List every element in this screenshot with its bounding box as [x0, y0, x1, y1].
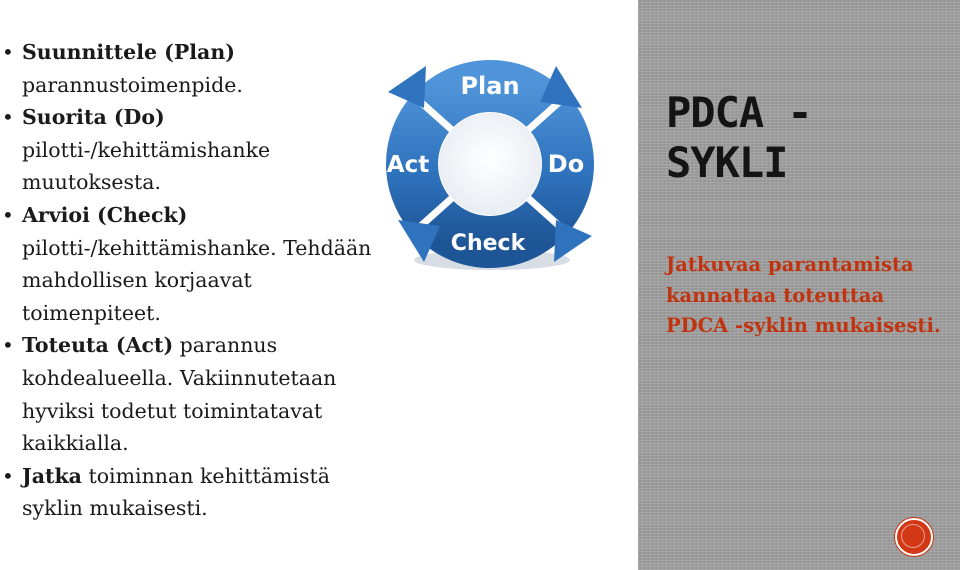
bullet-list [0, 36, 380, 525]
bullet-term: Suunnittele (Plan) [22, 40, 235, 64]
slide-title-line: PDCA - [666, 88, 812, 137]
cycle-center-cover [439, 113, 541, 215]
pdca-cycle-diagram [370, 48, 610, 280]
bullet-item [0, 199, 380, 329]
cycle-label-act: Act [386, 152, 430, 178]
bullet-term: Jatka [22, 463, 82, 488]
bullet-term: Toteuta (Act) [22, 333, 174, 358]
bullet-item [0, 36, 380, 101]
cycle-label-plan: Plan [460, 72, 520, 100]
bullet-item [0, 101, 380, 199]
slide-title [666, 88, 946, 188]
bullet-text: toiminnan kehittämistä syklin mukaisesti. [22, 463, 330, 521]
bullet-item [0, 460, 380, 525]
bullet-item [0, 329, 380, 459]
bullet-term: Arvioi (Check) [22, 202, 188, 227]
title-panel [638, 0, 960, 570]
cycle-label-check: Check [450, 231, 526, 256]
side-summary: Jatkuvaa parantamista kannattaa toteuttaa PDCA -syklin mukaisesti. [666, 253, 941, 337]
bullet-text: pilotti-/kehittämishanke muutoksesta. [22, 137, 271, 195]
bullet-text: parannustoimenpide. [22, 72, 243, 97]
slide-title-line: SYKLI [666, 138, 788, 187]
bullet-text: parannus kohdealueella. Vakiinnutetaan hyviksi todetut toimintatavat kaikkialla. [22, 333, 337, 456]
bullet-text: pilotti-/kehittämishanke. Tehdään mahdollisen korjaavat toimenpiteet. [22, 235, 372, 325]
slide-nav-button[interactable] [895, 518, 933, 556]
cycle-label-do: Do [547, 150, 585, 178]
bullet-term: Suorita (Do) [22, 105, 165, 130]
